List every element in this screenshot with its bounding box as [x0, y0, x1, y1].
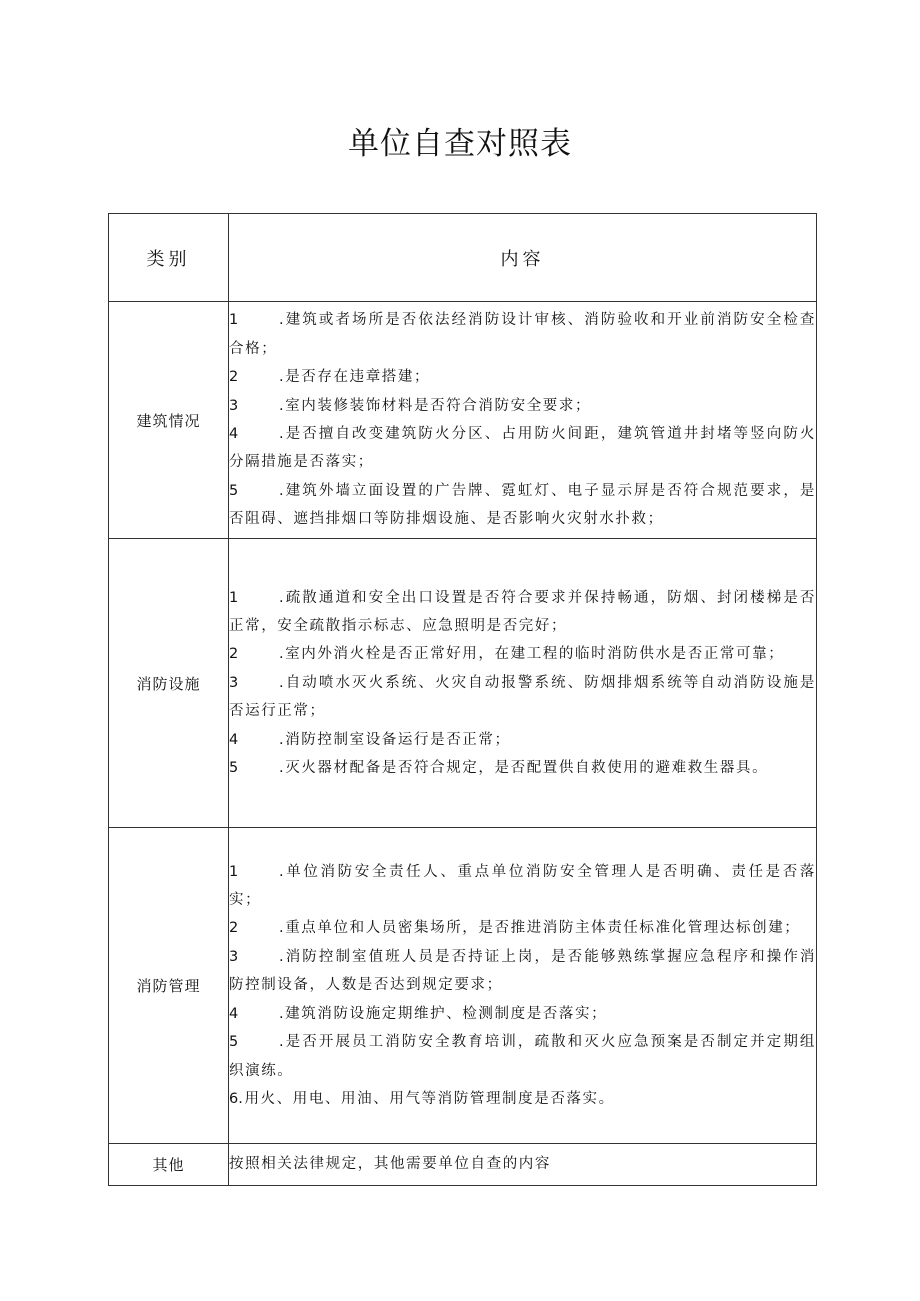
- item-text: .自动喷水灭火系统、火灾自动报警系统、防烟排烟系统等自动消防设施是否运行正常；: [229, 674, 816, 720]
- row-category: 其他: [109, 1144, 229, 1186]
- self-check-table: [108, 213, 817, 1186]
- row-content: 按照相关法律规定，其他需要单位自查的内容: [229, 1144, 817, 1186]
- row-content: [229, 539, 817, 828]
- list-item: [229, 1085, 816, 1113]
- item-text: .建筑或者场所是否依法经消防设计审核、消防验收和开业前消防安全检查合格；: [229, 312, 816, 357]
- list-item: [229, 306, 816, 363]
- list-item: [229, 754, 816, 782]
- item-text: .建筑消防设施定期维护、检测制度是否落实；: [279, 1005, 608, 1022]
- item-number: 5: [229, 482, 239, 499]
- row-content: [229, 828, 817, 1144]
- row-category: 建筑情况: [109, 302, 229, 539]
- item-number: 6: [229, 1090, 239, 1107]
- item-number: 5: [229, 760, 239, 777]
- item-number: 3: [229, 674, 239, 691]
- list-item: [229, 363, 816, 391]
- list-item: [229, 1000, 816, 1028]
- item-text: .单位消防安全责任人、重点单位消防安全管理人是否明确、责任是否落实；: [229, 863, 816, 909]
- table-row-other: [109, 1144, 817, 1186]
- item-text: .室内装修装饰材料是否符合消防安全要求；: [279, 397, 592, 414]
- list-item: [229, 1028, 816, 1085]
- table-row-fire-facilities: [109, 539, 817, 828]
- item-number: 1: [229, 589, 239, 606]
- item-number: 4: [229, 426, 239, 442]
- list-item: [229, 669, 816, 726]
- list-item: [229, 392, 816, 420]
- item-text: .疏散通道和安全出口设置是否符合要求并保持畅通，防烟、封闭楼梯是否正常，安全疏散指示标志、应急照明是否完好；: [229, 589, 816, 634]
- list-item: [229, 584, 816, 641]
- row-category: 消防设施: [109, 539, 229, 828]
- item-text: .重点单位和人员密集场所，是否推进消防主体责任标准化管理达标创建；: [279, 920, 801, 937]
- list-item: [229, 858, 816, 915]
- item-number: 2: [229, 920, 239, 937]
- table-header-row: [109, 214, 817, 302]
- item-text: .灭火器材配备是否符合规定，是否配置供自救使用的避难救生器具。: [279, 760, 769, 777]
- item-number: 2: [229, 369, 239, 386]
- item-text: .是否擅自改变建筑防火分区、占用防火间距，建筑管道井封堵等竖向防火分隔措施是否落实；: [229, 426, 816, 471]
- list-item: [229, 914, 816, 942]
- header-category: 类别: [109, 214, 229, 302]
- item-text: .是否存在违章搭建；: [279, 369, 431, 386]
- item-text: .建筑外墙立面设置的广告牌、霓虹灯、电子显示屏是否符合规范要求，是否阻碍、遮挡排烟口等防排烟设施、是否影响火灾射水扑救；: [229, 482, 816, 528]
- item-number: 3: [229, 397, 239, 414]
- item-number: 5: [229, 1034, 239, 1051]
- item-number: 1: [229, 312, 239, 329]
- item-number: 4: [229, 731, 239, 748]
- page-title: 单位自查对照表: [348, 126, 572, 162]
- item-text: .消防控制室设备运行是否正常；: [279, 731, 511, 748]
- item-text: .用火、用电、用油、用气等消防管理制度是否落实。: [238, 1090, 615, 1107]
- item-text: .消防控制室值班人员是否持证上岗，是否能够熟练掌握应急程序和操作消防控制设备，人数是否达到规定要求；: [229, 948, 816, 994]
- row-category: 消防管理: [109, 828, 229, 1144]
- list-item: [229, 726, 816, 754]
- item-number: 1: [229, 863, 239, 880]
- row-content: [229, 302, 817, 539]
- list-item: [229, 943, 816, 1000]
- list-item: [229, 477, 816, 534]
- header-content: 内容: [229, 214, 817, 302]
- table-row-building: [109, 302, 817, 539]
- table-row-fire-management: [109, 828, 817, 1144]
- item-text: .是否开展员工消防安全教育培训，疏散和灭火应急预案是否制定并定期组织演练。: [229, 1034, 816, 1079]
- list-item: [229, 640, 816, 668]
- item-number: 2: [229, 646, 239, 663]
- item-text: .室内外消火栓是否正常好用，在建工程的临时消防供水是否正常可靠；: [279, 646, 785, 663]
- list-item: [229, 420, 816, 477]
- item-number: 3: [229, 948, 239, 965]
- item-number: 4: [229, 1005, 239, 1022]
